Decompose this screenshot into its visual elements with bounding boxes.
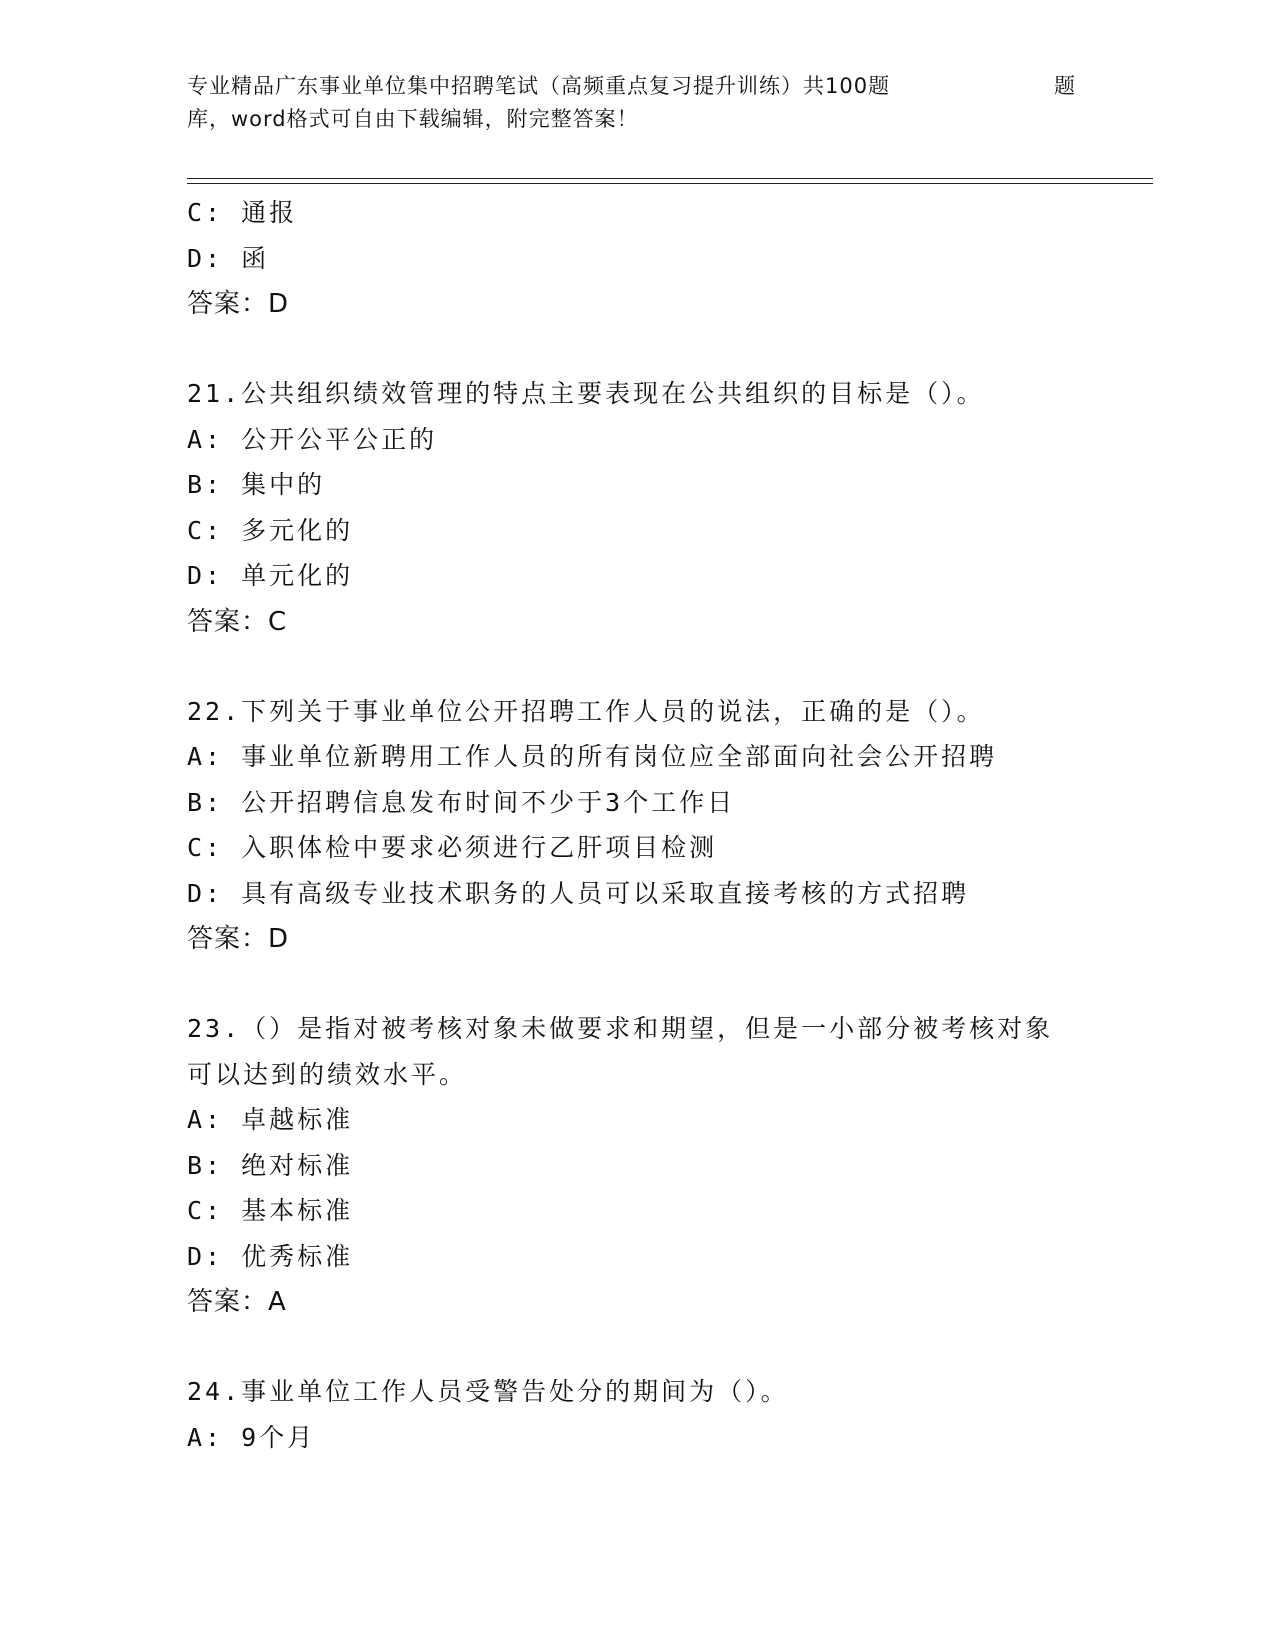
option-d: D: 函 xyxy=(187,243,270,273)
header-title-tail: 题 xyxy=(1054,74,1075,98)
spacer xyxy=(187,962,1087,1006)
question-stem-line-2: 可以达到的绩效水平。 xyxy=(187,1059,468,1089)
spacer xyxy=(187,1325,1087,1369)
header-title-line-2: 库，word格式可自由下载编辑，附完整答案！ xyxy=(187,107,639,131)
header-title-line-1: 专业精品广东事业单位集中招聘笔试（高频重点复习提升训练）共100题 xyxy=(187,74,891,98)
option-a: A: 9个月 xyxy=(187,1422,316,1452)
spacer xyxy=(187,645,1087,689)
option-b: B: 公开招聘信息发布时间不少于3个工作日 xyxy=(187,787,736,817)
option-c: C: 通报 xyxy=(187,198,298,227)
question-stem: 21.公共组织绩效管理的特点主要表现在公共组织的目标是（）。 xyxy=(187,379,985,408)
header-divider-top xyxy=(187,178,1153,179)
option-c: C: 入职体检中要求必须进行乙肝项目检测 xyxy=(187,833,718,862)
option-a: A: 事业单位新聘用工作人员的所有岗位应全部面向社会公开招聘 xyxy=(187,742,998,771)
answer-line: 答案：C xyxy=(187,606,288,637)
option-d: D: 优秀标准 xyxy=(187,1241,354,1271)
option-a: A: 卓越标准 xyxy=(187,1105,354,1134)
page-header xyxy=(187,70,1087,136)
document-body xyxy=(187,190,1087,1460)
option-b: B: 集中的 xyxy=(187,470,326,499)
spacer xyxy=(187,327,1087,371)
answer-line: 答案：D xyxy=(187,289,290,319)
answer-line: 答案：D xyxy=(187,924,290,954)
answer-line: 答案：A xyxy=(187,1287,287,1317)
option-c: C: 基本标准 xyxy=(187,1196,354,1225)
question-stem: 24.事业单位工作人员受警告处分的期间为（）。 xyxy=(187,1377,789,1406)
option-d: D: 单元化的 xyxy=(187,561,354,590)
option-a: A: 公开公平公正的 xyxy=(187,424,438,454)
header-divider-bottom xyxy=(187,183,1153,184)
option-c: C: 多元化的 xyxy=(187,515,354,545)
option-d: D: 具有高级专业技术职务的人员可以采取直接考核的方式招聘 xyxy=(187,878,970,908)
option-b: B: 绝对标准 xyxy=(187,1150,354,1180)
question-stem-line-1: 23.（）是指对被考核对象未做要求和期望，但是一小部分被考核对象 xyxy=(187,1014,1054,1043)
question-stem: 22.下列关于事业单位公开招聘工作人员的说法，正确的是（）。 xyxy=(187,696,985,726)
